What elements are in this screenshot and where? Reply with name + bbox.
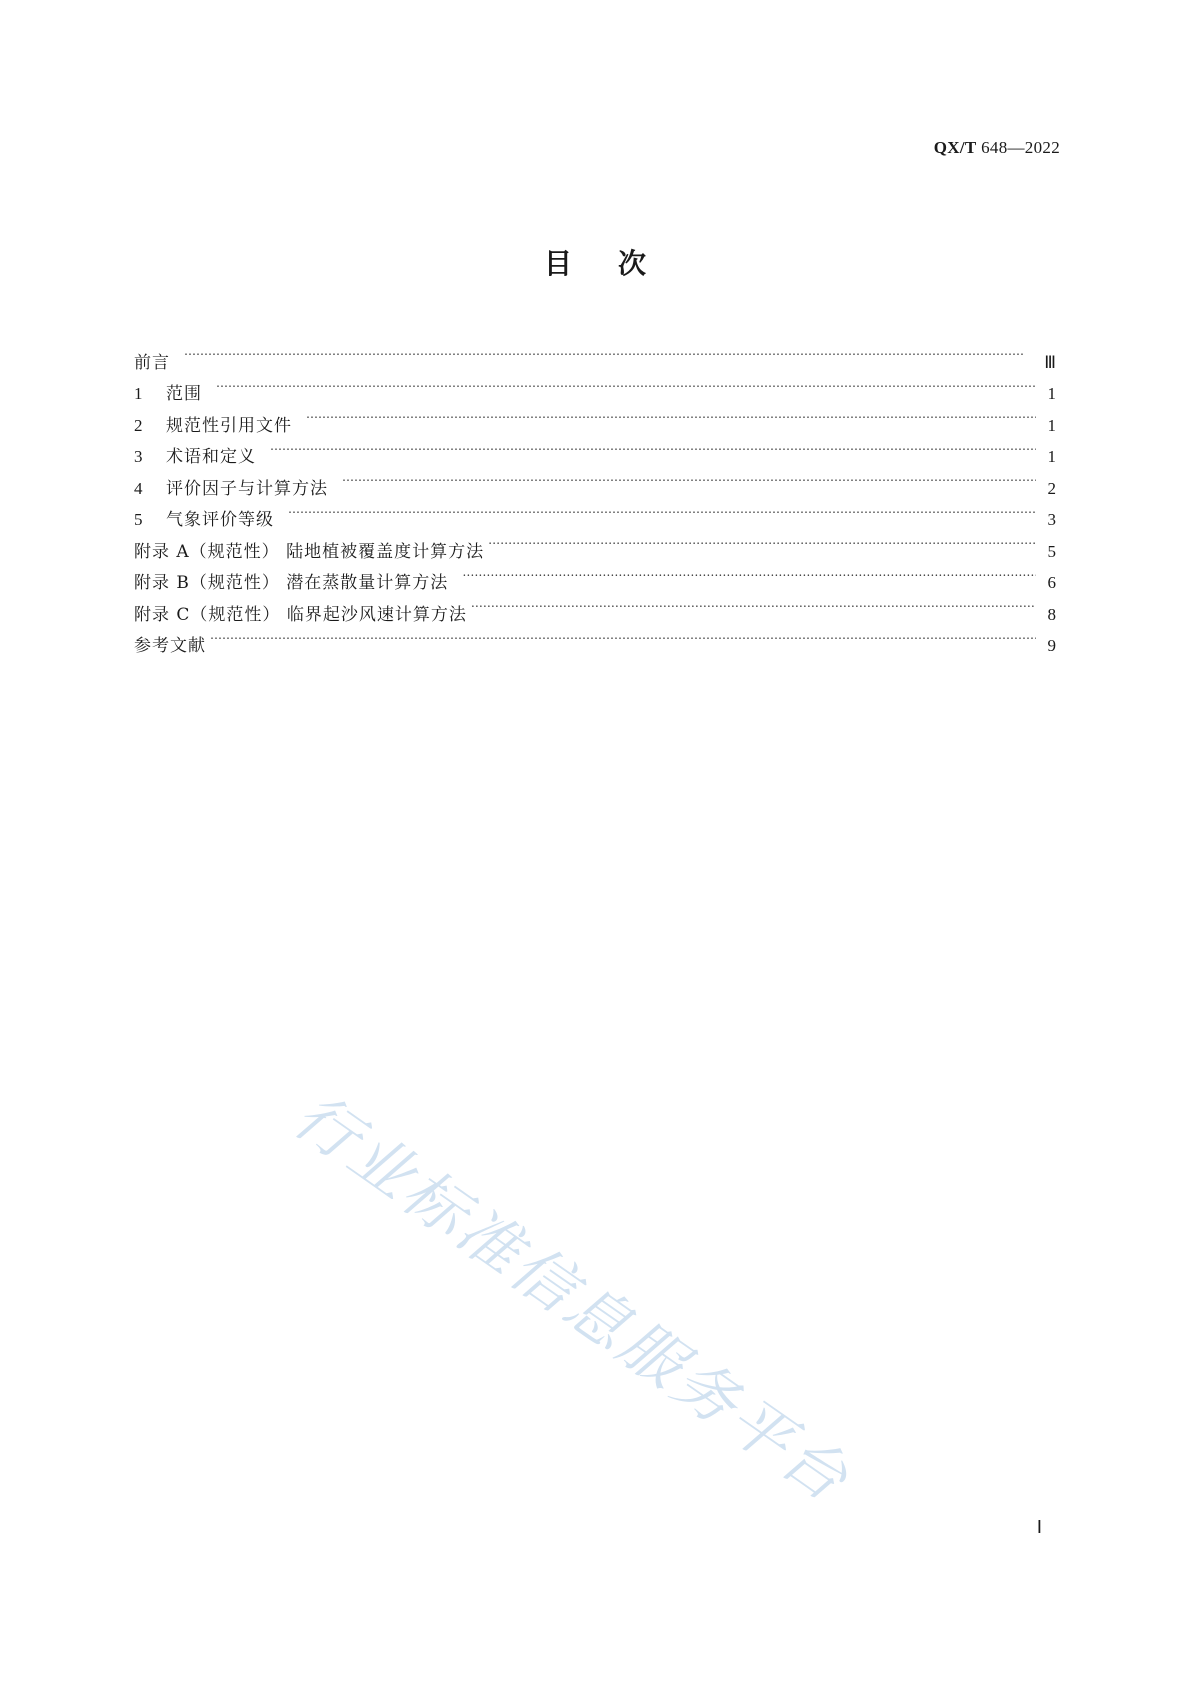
- toc-item-page: 3: [1047, 510, 1056, 529]
- toc-item-number: 5: [134, 510, 143, 529]
- toc-item-text: 前言: [134, 352, 170, 373]
- toc-item-text: 术语和定义: [166, 447, 256, 467]
- toc-item-page: 5: [1047, 541, 1056, 561]
- toc-item-normative-references[interactable]: [134, 399, 1056, 436]
- standard-code: [934, 138, 1060, 158]
- toc-item-page: 1: [1047, 384, 1056, 403]
- toc-item-number: 2: [134, 415, 143, 435]
- toc-leader-dots: [488, 525, 1036, 557]
- toc-item-page: 6: [1047, 573, 1056, 592]
- toc-leader-dots: [288, 494, 1036, 526]
- toc-item-text: 参考文献: [134, 636, 206, 656]
- toc-leader-dots: [342, 462, 1036, 494]
- toc-item-text: 评价因子与计算方法: [166, 478, 328, 499]
- toc-leader-dots: [471, 588, 1036, 620]
- toc-leader-dots: [210, 620, 1036, 652]
- toc-item-page: 9: [1047, 636, 1056, 655]
- watermark: 行业标准信息服务平台: [281, 1078, 864, 1518]
- toc-title: 目次: [543, 247, 692, 280]
- page-number: Ⅰ: [1036, 1517, 1042, 1537]
- standard-number: 648—2022: [981, 138, 1060, 157]
- toc-item-page: 1: [1047, 447, 1056, 466]
- toc-list: [134, 336, 1056, 656]
- toc-item-evaluation-factors[interactable]: [134, 462, 1056, 499]
- toc-item-page: 8: [1047, 604, 1056, 624]
- toc-item-number: 1: [134, 384, 143, 403]
- toc-item-page: 2: [1047, 478, 1056, 498]
- toc-item-scope[interactable]: [134, 368, 1056, 404]
- toc-item-text: 规范性引用文件: [166, 415, 292, 436]
- toc-item-bibliography[interactable]: [134, 620, 1056, 656]
- toc-leader-dots: [270, 431, 1036, 463]
- toc-item-page: Ⅲ: [1044, 352, 1056, 372]
- toc-leader-dots: [184, 336, 1036, 368]
- toc-leader-dots: [216, 368, 1036, 400]
- toc-item-text: 气象评价等级: [166, 510, 274, 530]
- toc-item-page: 1: [1047, 415, 1056, 435]
- toc-item-text: 附录 A（规范性） 陆地植被覆盖度计算方法: [134, 541, 485, 562]
- toc-item-number: 4: [134, 478, 143, 498]
- standard-prefix: QX/T: [933, 138, 977, 157]
- toc-item-text: 范围: [166, 384, 202, 404]
- toc-item-foreword[interactable]: [134, 336, 1056, 373]
- toc-item-text: 附录 B（规范性） 潜在蒸散量计算方法: [134, 573, 449, 593]
- toc-leader-dots: [462, 557, 1036, 589]
- toc-item-terms[interactable]: [134, 431, 1056, 467]
- toc-leader-dots: [306, 399, 1036, 431]
- toc-item-text: 附录 C（规范性） 临界起沙风速计算方法: [134, 604, 467, 625]
- toc-item-number: 3: [134, 447, 143, 466]
